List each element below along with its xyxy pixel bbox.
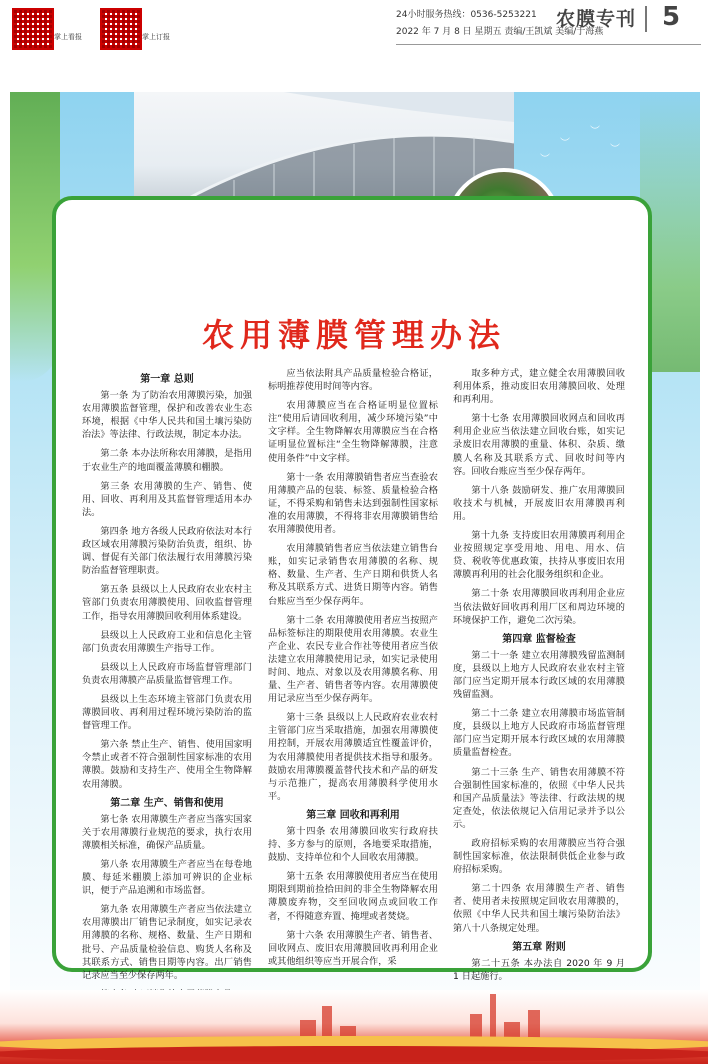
article-column-1 [82, 367, 252, 1007]
article-paragraph: 第一条 为了防治农用薄膜污染，加强农用薄膜监督管理，保护和改善农业生态环境，根据《中华人民共和国土壤污染防治法》等法律、行政法规，制定本办法。 [82, 390, 252, 441]
article-paragraph: 第九条 农用薄膜生产者应当依法建立农用薄膜出厂销售记录制度，如实记录农用薄膜的名称、规格、数量、生产日期和批号、产品质量检验信息、购货人名称及其联系方式、销售日期等内容。出厂销售记录应当至少保存两年。 [82, 904, 252, 981]
article-column-3 [453, 367, 625, 989]
article-paragraph: 第二十三条 生产、销售农用薄膜不符合强制性国家标准的，依照《中华人民共和国产品质量法》等法律、行政法规的规定查处，依法依规记入信用记录并予以公示。 [453, 766, 625, 830]
qr-code-read-icon[interactable] [12, 8, 54, 50]
article-paragraph: 应当依法附具产品质量检验合格证，标明推荐使用时间等内容。 [268, 368, 438, 393]
header-rule [396, 44, 701, 45]
article-column-2 [268, 367, 438, 974]
article-paragraph: 政府招标采购的农用薄膜应当符合强制性国家标准，依法限制供低企业参与政府招标采购。 [453, 838, 625, 876]
chapter-heading: 第二章 生产、销售和使用 [110, 797, 224, 809]
page-header [0, 0, 708, 64]
article-paragraph: 第十五条 农用薄膜使用者应当在使用期限到期前捡拾田间的非全生物降解农用薄膜废弃物，交至回收网点或回收工作者，不得随意弃置、掩埋或者焚烧。 [268, 871, 438, 922]
footer-banner [0, 990, 708, 1064]
bird-icon: ︶ [540, 154, 550, 165]
article-paragraph: 第二十二条 建立农用薄膜市场监管制度，县级以上地方人民政府市场监督管理部门应当定期开展本行政区域的农用薄膜质量监督检查。 [453, 708, 625, 759]
chapter-heading: 第四章 监督检查 [502, 633, 576, 645]
article-paragraph: 第十二条 农用薄膜使用者应当按照产品标签标注的期限使用农用薄膜。农业生产企业、农民专业合作社等使用者应当依法建立农用薄膜使用记录，如实记录使用时间、地点、对象以及农用薄膜名称、用量、生产者、销售者等内容。农用薄膜使用记录应当至少保存两年。 [268, 614, 438, 705]
article-paragraph: 第二条 本办法所称农用薄膜，是指用于农业生产的地面覆盖薄膜和棚膜。 [82, 448, 252, 473]
article-paragraph: 县级以上人民政府工业和信息化主管部门负责农用薄膜生产指导工作。 [82, 629, 252, 654]
ribbon-wave [0, 1046, 708, 1062]
article-paragraph: 取多种方式，建立健全农用薄膜回收利用体系，推动废旧农用薄膜回收、处理和再利用。 [453, 368, 625, 406]
section-title: 农膜专刊 [556, 8, 637, 30]
bird-icon: ︶ [590, 126, 600, 137]
article-title: 农用薄膜管理办法 [201, 316, 506, 354]
article-paragraph: 第三条 农用薄膜的生产、销售、使用、回收、再利用及其监督管理适用本办法。 [82, 480, 252, 518]
article-paragraph: 第十三条 县级以上人民政府农业农村主管部门应当采取措施，加强农用薄膜使用控制，开展农用薄膜适宜性覆盖评价，为农用薄膜使用者提供技术指导和服务。鼓励农用薄膜覆盖替代技术和产品的研发与示范推广，提高农用薄膜科学使用水平。 [268, 712, 438, 802]
article-paragraph: 农用薄膜销售者应当依法建立销售台账，如实记录销售农用薄膜的名称、规格、数量、生产者、生产日期和供货人名称及其联系方式、进货日期等内容。销售台账应当至少保存两年。 [268, 543, 438, 607]
chapter-heading: 第五章 附则 [512, 941, 566, 953]
article-paragraph: 第二十条 农用薄膜回收再利用企业应当依法做好回收再利用厂区和周边环境的环境保护工作，避免二次污染。 [453, 588, 625, 626]
chapter-heading: 第三章 回收和再利用 [306, 809, 400, 821]
article-paragraph: 农用薄膜应当在合格证明显位置标注“使用后请回收利用，减少环境污染”中文字样。全生物降解农用薄膜应当在合格证明显位置标注“全生物降解薄膜，注意使用条件”中文字样。 [268, 400, 438, 464]
article-paragraph: 第七条 农用薄膜生产者应当落实国家关于农用薄膜行业规范的要求，执行农用薄膜相关标准，确保产品质量。 [82, 813, 252, 851]
article-paragraph: 第十一条 农用薄膜销售者应当查验农用薄膜产品的包装、标签、质量检验合格证，不得采购和销售未达到强制性国家标准的农用薄膜，不得将非农用薄膜销售给农用薄膜使用者。 [268, 471, 438, 536]
qr-subscribe-caption: 掌上订报 [142, 33, 170, 41]
date-editors: 2022 年 7 月 8 日 星期五 责编/王凯斌 美编/于海燕 [396, 27, 604, 37]
bird-icon: ︶ [560, 138, 570, 149]
article-paragraph: 第十八条 鼓励研发、推广农用薄膜回收技术与机械，开展废旧农用薄膜再利用。 [453, 484, 625, 522]
qr-read-caption: 掌上看报 [54, 33, 82, 41]
article-paragraph: 第四条 地方各级人民政府依法对本行政区域农用薄膜污染防治负责，组织、协调、督促有关部门依法履行农用薄膜污染防治监督管理职责。 [82, 525, 252, 577]
qr-code-subscribe-icon[interactable] [100, 8, 142, 50]
article-paragraph: 第十六条 农用薄膜生产者、销售者、回收网点、废旧农用薄膜回收再利用企业或其他组织等应当开展合作，采 [268, 929, 438, 967]
page-number: 5 [662, 2, 681, 32]
article-paragraph: 第八条 农用薄膜生产者应当在每卷地膜、每延米棚膜上添加可辨识的企业标识，便于产品追溯和市场监督。 [82, 859, 252, 897]
header-divider [645, 6, 647, 32]
article-paragraph: 县级以上生态环境主管部门负责农用薄膜回收、再利用过程环境污染防治的监督管理工作。 [82, 693, 252, 732]
article-paragraph: 第五条 县级以上人民政府农业农村主管部门负责农用薄膜使用、回收监督管理工作，指导农用薄膜回收利用体系建设。 [82, 584, 252, 622]
article-paragraph: 第二十一条 建立农用薄膜残留监测制度，县级以上地方人民政府农业农村主管部门应当定期开展本行政区域的农用薄膜残留监测。 [453, 649, 625, 701]
article-paragraph: 第十七条 农用薄膜回收网点和回收再利用企业应当依法建立回收台账，如实记录废旧农用薄膜的重量、体积、杂质、缴膜人名称及其联系方式、回收时间等内容。回收台账应当至少保存两年。 [453, 413, 625, 477]
bird-icon: ︶ [610, 144, 620, 155]
article-paragraph: 第二十五条 本办法自 2020 年 9 月 1 日起施行。 [453, 957, 625, 982]
article-paragraph: 第二十四条 农用薄膜生产者、销售者、使用者未按照规定回收农用薄膜的，依照《中华人民共和国土壤污染防治法》第八十八条规定处理。 [453, 883, 625, 934]
chapter-heading: 第一章 总则 [140, 374, 194, 385]
hotline: 24小时服务热线：0536-5253221 [396, 10, 537, 20]
article-paragraph: 县级以上人民政府市场监督管理部门负责农用薄膜产品质量监督管理工作。 [82, 661, 252, 686]
article-paragraph: 第十九条 支持废旧农用薄膜再利用企业按照规定享受用地、用电、用水、信贷、税收等优惠政策，扶持从事废旧农用薄膜再利用的社会化服务组织和企业。 [453, 530, 625, 581]
article-paragraph: 第十四条 农用薄膜回收实行政府扶持、多方参与的原则，各地要采取措施，鼓励、支持单位和个人回收农用薄膜。 [268, 826, 438, 864]
article-paragraph: 第六条 禁止生产、销售、使用国家明令禁止或者不符合强制性国家标准的农用薄膜。鼓励和支持生产、使用全生物降解农用薄膜。 [82, 739, 252, 790]
